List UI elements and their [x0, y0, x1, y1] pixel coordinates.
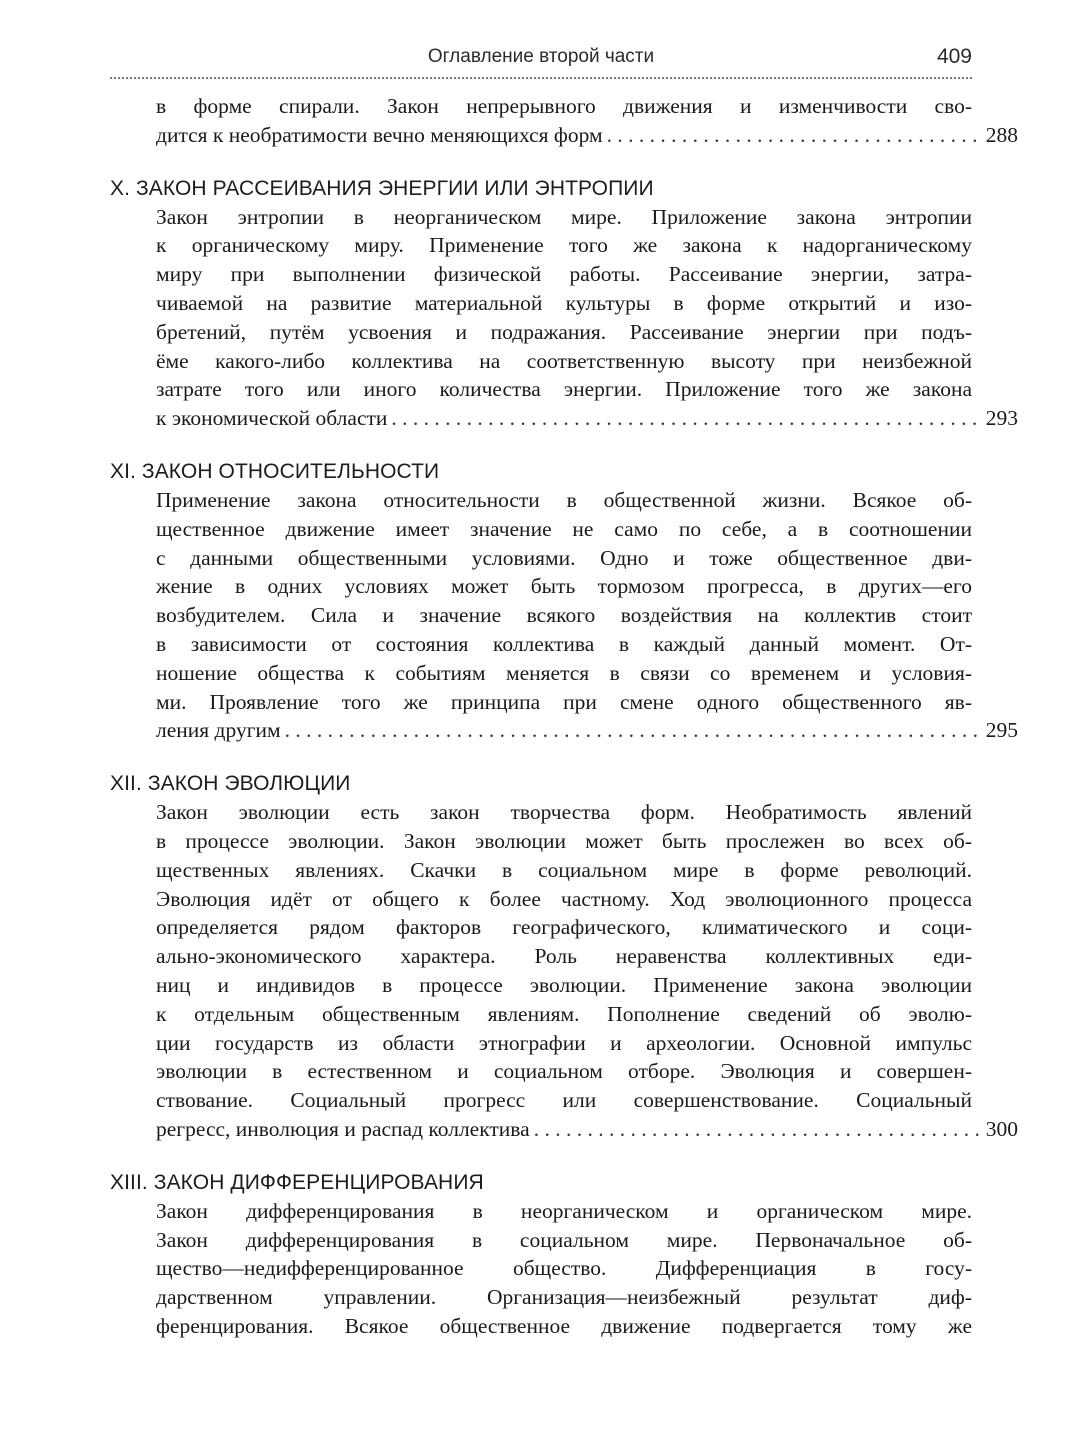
toc-entry-description	[110, 1197, 972, 1341]
toc-leader-text: регресс, инволюция и распад коллектива	[156, 1116, 530, 1141]
toc-text-line: Применение закона относительности в общественной жизни. Всякое об-	[156, 487, 972, 512]
toc-text-line: с данными общественными условиями. Одно и тоже общественное дви-	[156, 545, 972, 570]
toc-leader-line	[156, 1115, 1018, 1144]
toc-page-reference[interactable]: 293	[985, 406, 1018, 431]
toc-text-line: ёме какого-либо коллектива на соответственную высоту при неизбежной	[156, 348, 972, 373]
toc-text-line: щественных явлениях. Скачки в социальном мире в форме революций.	[156, 857, 972, 882]
toc-leader-line	[156, 404, 1018, 433]
toc-entry	[110, 174, 1018, 433]
page-number: 409	[936, 45, 972, 68]
toc-text-line: Закон дифференцирования в социальном мире. Первоначальное об-	[156, 1227, 972, 1252]
dot-leader	[285, 716, 980, 745]
toc-text-line: ции государств из области этнографии и археологии. Основной импульс	[156, 1030, 972, 1055]
toc-text-line: Закон дифференцирования в неорганическом и органическом мире.	[156, 1198, 972, 1223]
toc-page-reference[interactable]: 295	[985, 718, 1018, 743]
toc-entry	[110, 92, 1018, 150]
toc-text-line: ми. Проявление того же принципа при смене одного общественного яв-	[156, 689, 972, 714]
toc-leader-text: ления другим	[156, 718, 281, 743]
toc-entry-description	[110, 203, 1018, 433]
header-dotted-rule	[110, 77, 972, 79]
toc-text-line: определяется рядом факторов географического, климатического и соци-	[156, 915, 972, 940]
toc-text-line: миру при выполнении физической работы. Рассеивание энергии, затра-	[156, 262, 972, 287]
toc-entry-title: X. ЗАКОН РАССЕИВАНИЯ ЭНЕРГИИ ИЛИ ЭНТРОПИИ	[110, 176, 654, 200]
toc-text-line: Закон эволюции есть закон творчества форм. Необратимость явлений	[156, 800, 972, 825]
toc-text-line: к органическому миру. Применение того же закона к надорганическому	[156, 233, 972, 258]
toc-text-line: ношение общества к событиям меняется в связи со временем и условия-	[156, 660, 972, 685]
toc-text-line: возбудителем. Сила и значение всякого воздействия на коллектив стоит	[156, 603, 972, 628]
toc-leader-line	[156, 121, 1018, 150]
toc-text-line: ниц и индивидов в процессе эволюции. Применение закона эволюции	[156, 972, 972, 997]
dot-leader	[391, 404, 979, 433]
toc-leader-line	[156, 716, 1018, 745]
toc-text-line: щество—недифференцированное общество. Дифференциация в госу-	[156, 1256, 972, 1281]
toc-entry-title: XIII. ЗАКОН ДИФФЕРЕНЦИРОВАНИЯ	[110, 1170, 484, 1194]
toc-text-line: ствование. Социальный прогресс или совершенствование. Социальный	[156, 1088, 972, 1113]
toc-page-reference[interactable]: 288	[985, 122, 1018, 147]
toc-text-line: ференцирования. Всякое общественное движение подвергается тому же	[156, 1313, 972, 1338]
toc-entry-description	[110, 486, 1018, 745]
toc-text-line: к отдельным общественным явлениям. Пополнение сведений об эволю-	[156, 1001, 972, 1026]
toc-entry-description	[110, 798, 1018, 1144]
toc-text-line: Закон энтропии в неорганическом мире. Приложение закона энтропии	[156, 204, 972, 229]
toc-text-line: щественное движение имеет значение не само по себе, а в соотношении	[156, 516, 972, 541]
toc-entry-description	[110, 92, 1018, 150]
toc-text-line: Эволюция идёт от общего к более частному. Ход эволюционного процесса	[156, 886, 972, 911]
toc-text-line: жение в одних условиях может быть тормозом прогресса, в других—его	[156, 574, 972, 599]
toc-text-line: эволюции в естественном и социальном отборе. Эволюция и совершен-	[156, 1059, 972, 1084]
toc-entry	[110, 769, 1018, 1144]
toc-text-line: чиваемой на развитие материальной культуры в форме открытий и изо-	[156, 290, 972, 315]
toc-entry	[110, 457, 1018, 745]
toc-text-line: в зависимости от состояния коллектива в каждый данный момент. От-	[156, 631, 972, 656]
toc-entry-title: XII. ЗАКОН ЭВОЛЮЦИИ	[110, 772, 351, 796]
table-of-contents	[110, 92, 1018, 1341]
toc-entry-title: XI. ЗАКОН ОТНОСИТЕЛЬНОСТИ	[110, 459, 440, 483]
toc-text-line: затрате того или иного количества энергии. Приложение того же закона	[156, 377, 972, 402]
toc-text-line: ально-экономического характера. Роль неравенства коллективных еди-	[156, 944, 972, 969]
running-title: Оглавление второй части	[427, 46, 655, 67]
toc-entry	[110, 1168, 972, 1341]
running-head	[110, 44, 972, 78]
toc-text-line: в форме спирали. Закон непрерывного движения и изменчивости сво-	[156, 94, 972, 118]
toc-text-line: дарственном управлении. Организация—неизбежный результат диф-	[156, 1285, 972, 1310]
toc-text-line: в процессе эволюции. Закон эволюции может быть прослежен во всех об-	[156, 828, 972, 853]
toc-leader-text: дится к необратимости вечно меняющихся форм	[156, 122, 603, 147]
toc-page-reference[interactable]: 300	[985, 1116, 1018, 1141]
dot-leader	[607, 121, 980, 150]
toc-leader-text: к экономической области	[156, 406, 388, 431]
dot-leader	[534, 1115, 980, 1144]
toc-text-line: бретений, путём усвоения и подражания. Рассеивание энергии при подъ-	[156, 319, 972, 344]
